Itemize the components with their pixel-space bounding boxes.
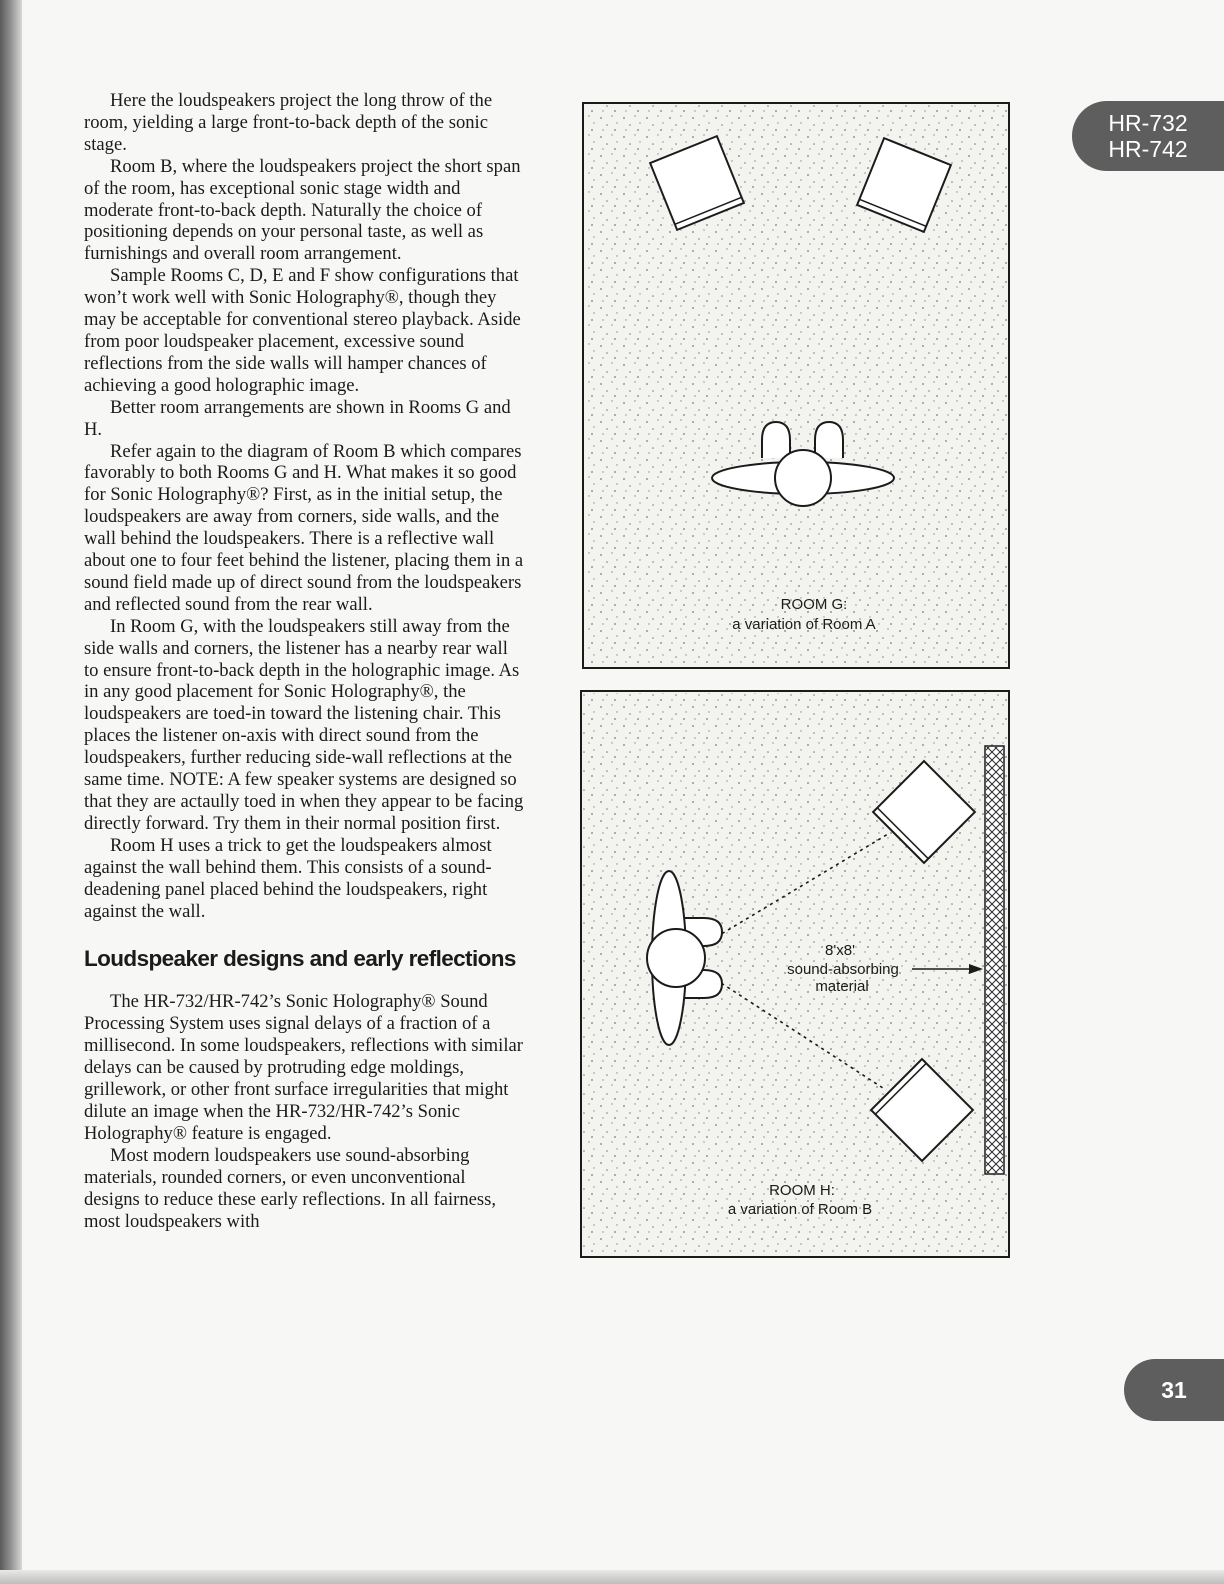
paragraph: Most modern loudspeakers use sound-absorbing materials, rounded corners, or even unconventional designs to reduce these early reflections. In all fairness, most loudspeakers with <box>84 1144 497 1232</box>
paragraph: The HR-732/HR-742’s Sonic Holography® Sound Processing System uses signal delays of a fraction of a millisecond. In some loudspeakers, reflections with similar delays can be caused by protruding edge moldings, grillework, or other front surface irregularities that might dilute an image when the HR-732/HR-742’s Sonic Holography® feature is engaged. <box>84 991 523 1144</box>
panel-label-line1: sound-absorbing <box>787 961 899 978</box>
room-g-floor <box>585 105 1007 666</box>
paragraph: Here the loudspeakers project the long throw of the room, yielding a large front-to-back depth of the sonic stage. <box>84 90 493 155</box>
model-name: HR-732 <box>1108 110 1188 136</box>
room-g-title: ROOM G: <box>780 596 848 613</box>
paragraph: Room B, where the loudspeakers project the short span of the room, has exceptional sonic stage width and moderate front-to-back depth. Naturally the choice of positioning depends on your personal taste, as well as furnishings and overall room arrangement. <box>84 155 521 265</box>
panel-size-label: 8'x8' <box>825 942 855 959</box>
model-name: HR-742 <box>1108 136 1188 162</box>
section-heading: Loudspeaker designs and early reflections <box>84 946 516 972</box>
paragraph: In Room G, with the loudspeakers still away from the side walls and corners, the listener has a nearby rear wall to ensure front-to-back depth in the holographic image. As in any good placement for Sonic Holography®, the loudspeakers are toed-in toward the listening chair. This places the listener on-axis with direct sound from the loudspeakers, further reducing side-wall reflections at the same time. NOTE: A few speaker systems are designed so that they are actaully toed in when they appear to be facing directly forward. Try them in their normal position first. <box>84 615 524 834</box>
panel-label-line2: material <box>815 978 869 995</box>
page-number-tab: 31 <box>1124 1359 1224 1421</box>
room-g-diagram <box>583 103 1009 668</box>
paragraph: Room H uses a trick to get the loudspeakers almost against the wall behind them. This consists of a sound-deadening panel placed behind the loudspeakers, right against the wall. <box>84 834 492 922</box>
room-g-subtitle: a variation of Room A <box>732 616 876 633</box>
sound-absorbing-panel-hatch <box>986 747 1003 1173</box>
paragraph: Refer again to the diagram of Room B which compares favorably to both Rooms G and H. What makes it so good for Sonic Holography®? First, as in the initial setup, the loudspeakers are away from corners, side walls, and the wall behind the loudspeakers. There is a reflective wall about one to four feet behind the listener, placing them in a sound field made up of direct sound from the loudspeakers and reflected sound from the rear wall. <box>84 440 524 615</box>
paragraph: Better room arrangements are shown in Rooms G and H. <box>84 396 511 440</box>
paragraph: Sample Rooms C, D, E and F show configurations that won’t work well with Sonic Holography®, though they may be acceptable for conventional stereo playback. Aside from poor loudspeaker placement, excessive sound reflections from the side walls will hamper chances of achieving a good holographic image. <box>84 265 521 396</box>
room-h-subtitle: a variation of Room B <box>727 1201 873 1218</box>
room-h-title: ROOM H: <box>769 1182 835 1199</box>
room-h-diagram <box>581 691 1009 1257</box>
